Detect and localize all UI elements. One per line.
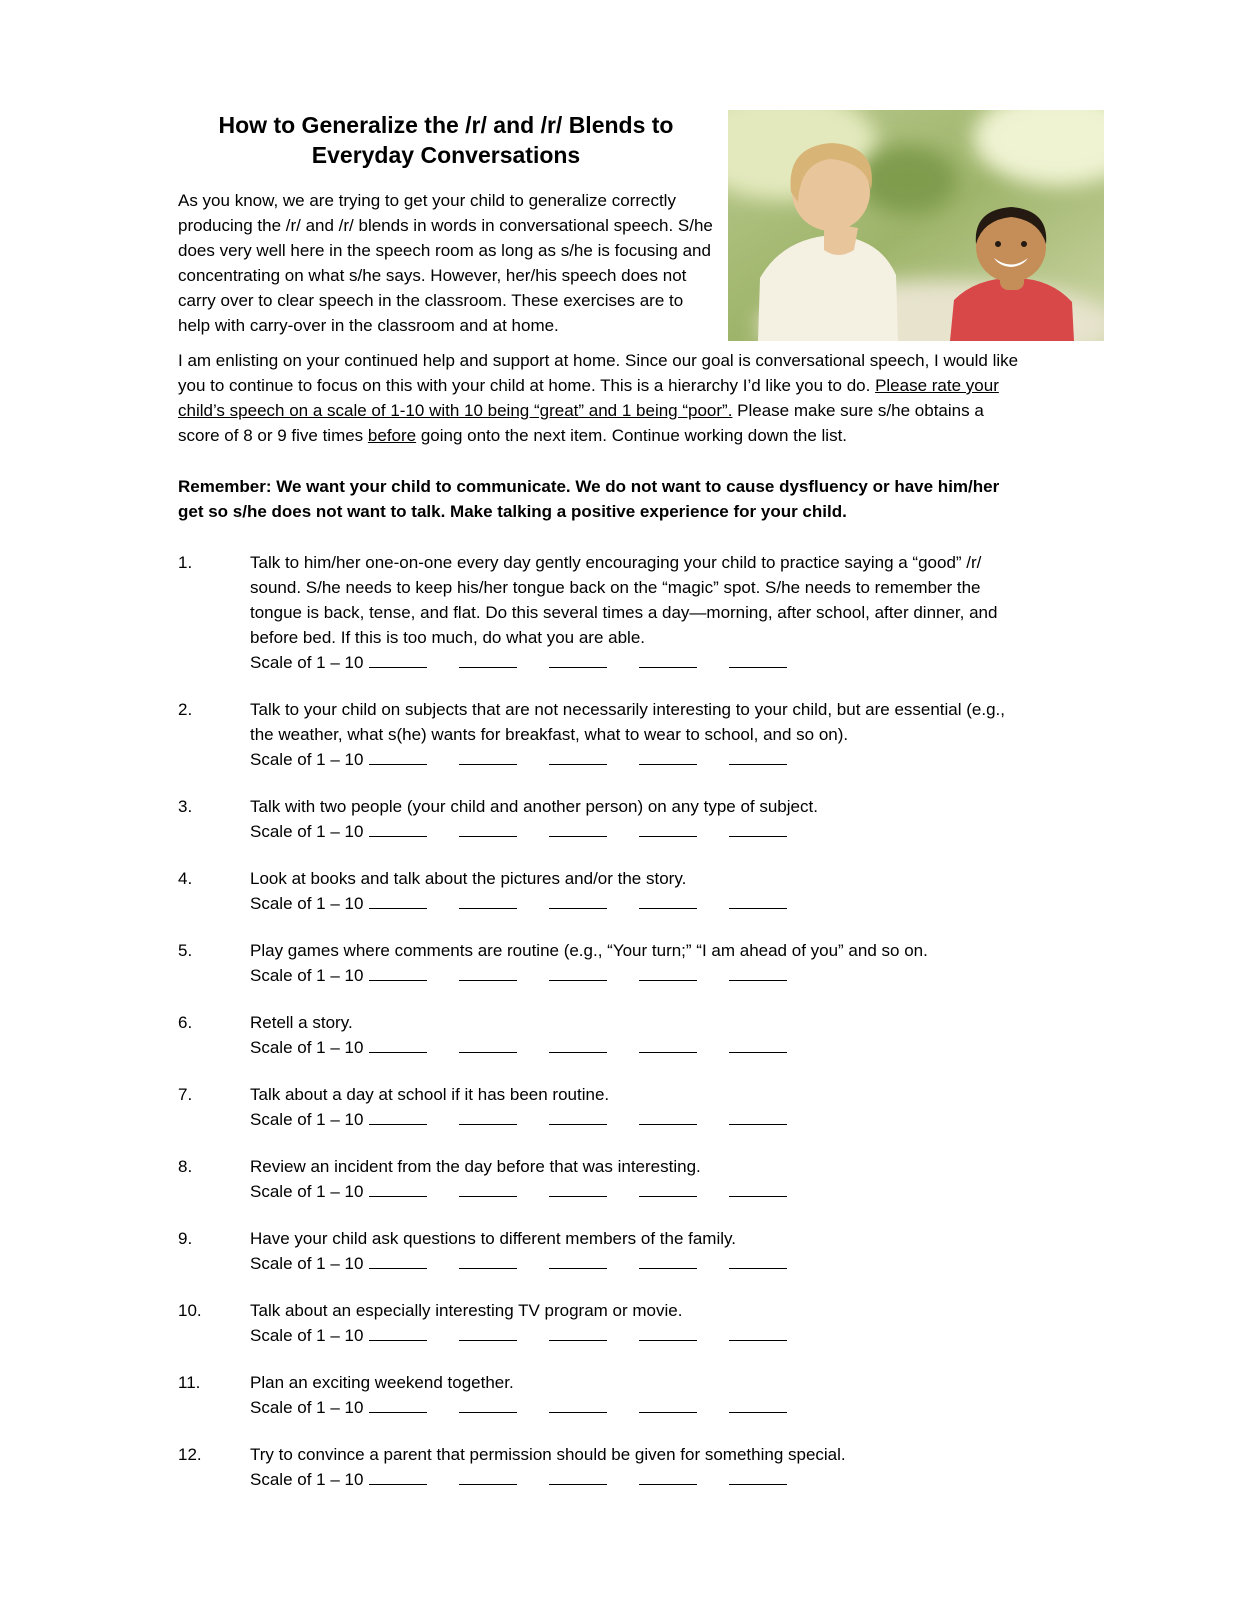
instructions-underlined-before: before	[367, 426, 417, 445]
list-item	[178, 1154, 1020, 1204]
page-title	[178, 110, 714, 170]
item-text: Review an incident from the day before that was interesting.	[250, 1157, 701, 1176]
scale-label: Scale of 1 – 10	[250, 653, 364, 672]
score-blank	[549, 894, 607, 909]
score-blank	[369, 966, 427, 981]
score-blank	[369, 894, 427, 909]
score-blank	[729, 1326, 787, 1341]
score-blank	[459, 750, 517, 765]
scale-line	[250, 1035, 1020, 1060]
page-title-line1: How to Generalize the /r/ and /r/ Blends to	[218, 112, 674, 138]
item-text: Talk about an especially interesting TV program or movie.	[250, 1301, 683, 1320]
scale-label: Scale of 1 – 10	[250, 1182, 364, 1201]
item-text: Play games where comments are routine (e.g., “Your turn;” “I am ahead of you” and so on.	[250, 941, 928, 960]
score-blank	[459, 1326, 517, 1341]
reminder-paragraph: Remember: We want your child to communicate. We do not want to cause dysfluency or have him/her get so s/he does not want to talk. Make talking a positive experience for your child.	[178, 477, 1000, 521]
score-blank	[639, 894, 697, 909]
instructions-segment1: I am enlisting on your continued help and support at home. Since our goal is conversational speech, I would like you to continue to focus on this with your child at home. This is a hierarchy I’d like you to do.	[178, 351, 1019, 395]
score-blank	[459, 966, 517, 981]
score-blank	[639, 1254, 697, 1269]
score-blank	[369, 1110, 427, 1125]
score-blank	[639, 750, 697, 765]
scale-label: Scale of 1 – 10	[250, 966, 364, 985]
list-item	[178, 1370, 1020, 1420]
page-title-line2: Everyday Conversations	[311, 142, 581, 168]
list-item	[178, 866, 1020, 916]
score-blank	[549, 966, 607, 981]
score-blank	[549, 1254, 607, 1269]
score-blank	[459, 1110, 517, 1125]
list-item	[178, 1226, 1020, 1276]
item-text: Talk about a day at school if it has been routine.	[250, 1085, 610, 1104]
score-blank	[549, 1182, 607, 1197]
scale-line	[250, 819, 1020, 844]
score-blank	[729, 1110, 787, 1125]
list-item	[178, 697, 1020, 772]
item-number: 9.	[178, 1229, 193, 1248]
instructions-segment3: going onto the next item. Continue working down the list.	[416, 426, 848, 445]
score-blank	[549, 1110, 607, 1125]
score-blank	[369, 1254, 427, 1269]
score-blank	[729, 750, 787, 765]
item-number: 11.	[178, 1373, 201, 1392]
item-number: 5.	[178, 941, 193, 960]
score-blank	[459, 1182, 517, 1197]
score-blank	[639, 653, 697, 668]
scale-label: Scale of 1 – 10	[250, 1470, 364, 1489]
item-number: 7.	[178, 1085, 193, 1104]
score-blank	[639, 1182, 697, 1197]
item-number: 3.	[178, 797, 193, 816]
score-blank	[369, 1470, 427, 1485]
score-blank	[639, 966, 697, 981]
parent-child-conversation-photo	[728, 110, 1104, 341]
score-blank	[459, 1470, 517, 1485]
scale-line	[250, 1467, 1020, 1492]
score-blank	[549, 653, 607, 668]
score-blank	[459, 822, 517, 837]
item-number: 4.	[178, 869, 193, 888]
list-item	[178, 1298, 1020, 1348]
scale-line	[250, 1107, 1020, 1132]
scale-line	[250, 1395, 1020, 1420]
score-blank	[369, 1326, 427, 1341]
score-blank	[639, 1110, 697, 1125]
list-item	[178, 550, 1020, 675]
score-blank	[639, 1038, 697, 1053]
scale-label: Scale of 1 – 10	[250, 750, 364, 769]
score-blank	[639, 822, 697, 837]
score-blank	[459, 1254, 517, 1269]
score-blank	[549, 750, 607, 765]
scale-line	[250, 1323, 1020, 1348]
list-item	[178, 1010, 1020, 1060]
item-number: 10.	[178, 1301, 202, 1320]
score-blank	[639, 1470, 697, 1485]
score-blank	[369, 1182, 427, 1197]
score-blank	[729, 966, 787, 981]
scale-line	[250, 891, 1020, 916]
item-number: 12.	[178, 1445, 202, 1464]
score-blank	[369, 1038, 427, 1053]
scale-label: Scale of 1 – 10	[250, 822, 364, 841]
score-blank	[639, 1326, 697, 1341]
scale-line	[250, 1251, 1020, 1276]
score-blank	[459, 894, 517, 909]
score-blank	[729, 1254, 787, 1269]
scale-label: Scale of 1 – 10	[250, 1110, 364, 1129]
scale-line	[250, 747, 1020, 772]
photo-illustration	[728, 110, 1104, 341]
score-blank	[549, 1038, 607, 1053]
score-blank	[729, 1398, 787, 1413]
intro-paragraph: As you know, we are trying to get your child to generalize correctly producing the /r/ and /r/ blends in words in conversational speech. S/he does very well here in the speech room as long as s/he is focusing and concentrating on what s/he says. However, her/his speech does not carry over to clear speech in the classroom. These exercises are to help with carry-over in the classroom and at home.	[178, 191, 713, 335]
item-text: Retell a story.	[250, 1013, 353, 1032]
item-number: 1.	[178, 553, 193, 572]
score-blank	[369, 653, 427, 668]
scale-label: Scale of 1 – 10	[250, 1326, 364, 1345]
list-item	[178, 938, 1020, 988]
item-number: 6.	[178, 1013, 193, 1032]
score-blank	[549, 1326, 607, 1341]
instructions-paragraph	[178, 348, 1020, 448]
score-blank	[369, 822, 427, 837]
score-blank	[369, 750, 427, 765]
score-blank	[729, 1038, 787, 1053]
score-blank	[729, 822, 787, 837]
scale-label: Scale of 1 – 10	[250, 1038, 364, 1057]
list-item	[178, 1082, 1020, 1132]
score-blank	[639, 1398, 697, 1413]
item-text: Talk to him/her one-on-one every day gently encouraging your child to practice saying a “good” /r/ sound. S/he needs to keep his/her tongue back on the “magic” spot. S/he needs to remember the tongue is back, tense, and flat. Do this several times a day—morning, after school, after dinner, and before bed. If this is too much, do what you are able.	[250, 553, 998, 647]
score-blank	[369, 1398, 427, 1413]
scale-label: Scale of 1 – 10	[250, 894, 364, 913]
main-content	[178, 348, 1020, 1514]
item-number: 8.	[178, 1157, 193, 1176]
score-blank	[729, 894, 787, 909]
score-blank	[549, 822, 607, 837]
score-blank	[459, 1038, 517, 1053]
score-blank	[459, 1398, 517, 1413]
item-text: Plan an exciting weekend together.	[250, 1373, 514, 1392]
score-blank	[549, 1398, 607, 1413]
scale-line	[250, 1179, 1020, 1204]
scale-label: Scale of 1 – 10	[250, 1398, 364, 1417]
score-blank	[729, 653, 787, 668]
instructions-segment2: Please make sure s/he obtains a score of 8 or 9 five times	[178, 401, 984, 445]
scale-label: Scale of 1 – 10	[250, 1254, 364, 1273]
list-item	[178, 1442, 1020, 1492]
score-blank	[729, 1470, 787, 1485]
item-number: 2.	[178, 700, 193, 719]
score-blank	[459, 653, 517, 668]
scale-line	[250, 650, 1020, 675]
scale-line	[250, 963, 1020, 988]
list-item	[178, 794, 1020, 844]
item-text: Try to convince a parent that permission should be given for something special.	[250, 1445, 846, 1464]
score-blank	[729, 1182, 787, 1197]
item-text: Talk to your child on subjects that are not necessarily interesting to your child, but are essential (e.g., the weather, what s(he) wants for breakfast, what to wear to school, and so on).	[250, 700, 1006, 744]
instructions-underlined-rating: Please rate your child’s speech on a scale of 1-10 with 10 being “great” and 1 being “poor”.	[178, 376, 999, 420]
item-text: Have your child ask questions to different members of the family.	[250, 1229, 736, 1248]
score-blank	[549, 1470, 607, 1485]
item-text: Look at books and talk about the pictures and/or the story.	[250, 869, 687, 888]
item-text: Talk with two people (your child and another person) on any type of subject.	[250, 797, 818, 816]
